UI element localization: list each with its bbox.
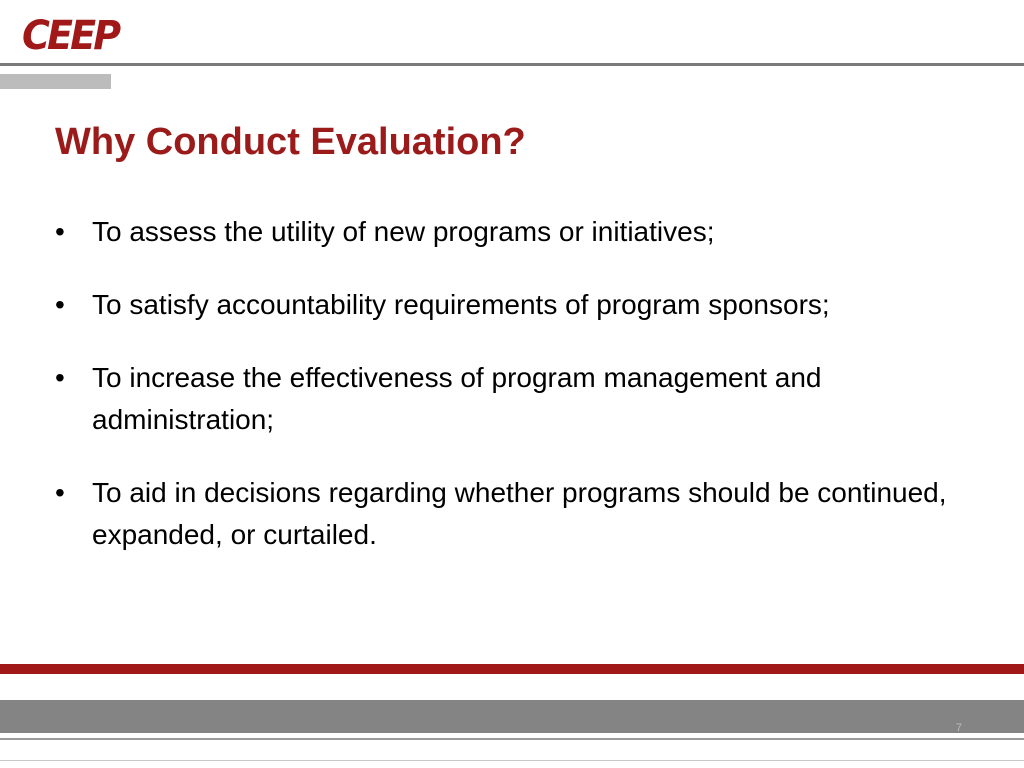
- bullet-text: To aid in decisions regarding whether programs should be continued, expanded, or curtailed.: [92, 477, 947, 550]
- bullet-icon: •: [55, 477, 65, 508]
- bullet-text: To satisfy accountability requirements of program sponsors;: [92, 289, 830, 320]
- header-tab-bar: [0, 74, 111, 89]
- bullet-item: [55, 284, 955, 326]
- footer-red-bar: [0, 664, 1024, 674]
- bullet-list: [55, 211, 955, 556]
- ceep-logo: CEEP: [22, 13, 119, 59]
- bullet-item: [55, 472, 955, 556]
- bullet-icon: •: [55, 362, 65, 393]
- slide-title: Why Conduct Evaluation?: [55, 121, 526, 163]
- bullet-icon: •: [55, 289, 65, 320]
- footer-divider-lower: [0, 760, 1024, 761]
- footer-gray-bar: [0, 700, 1024, 733]
- bullet-item: [55, 211, 955, 253]
- bullet-text: To increase the effectiveness of program management and administration;: [92, 362, 822, 435]
- header-rule: [0, 63, 1024, 66]
- footer-divider: [0, 738, 1024, 740]
- bullet-text: To assess the utility of new programs or initiatives;: [92, 216, 715, 247]
- bullet-item: [55, 357, 955, 441]
- bullet-icon: •: [55, 216, 65, 247]
- slide-number: 7: [955, 722, 962, 734]
